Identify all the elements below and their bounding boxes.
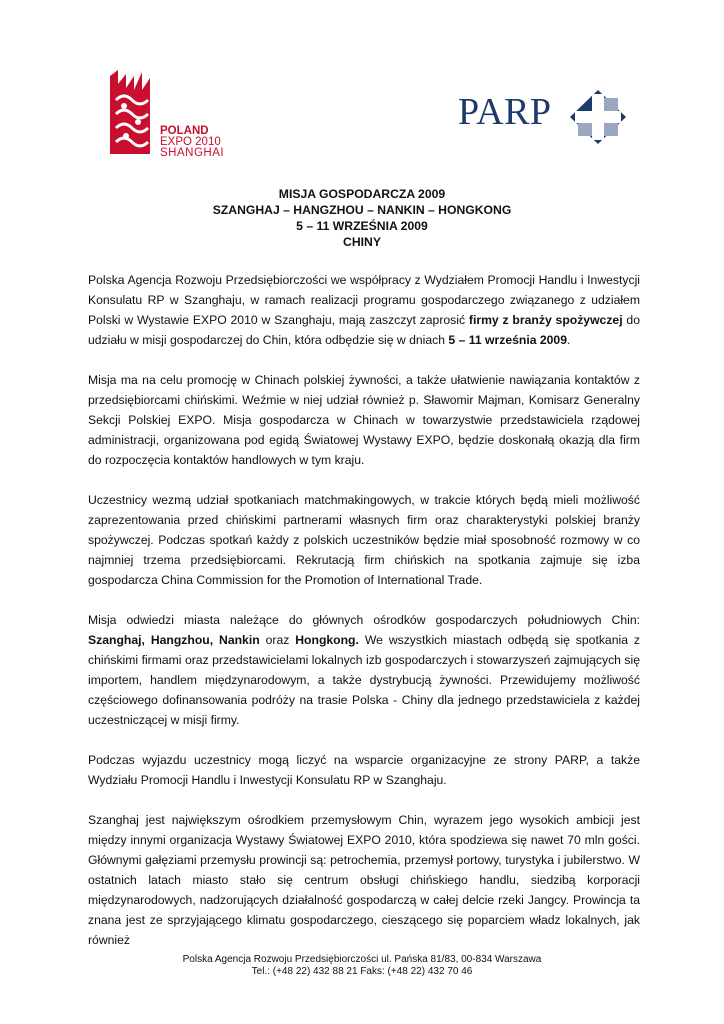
title-line-2: SZANGHAJ – HANGZHOU – NANKIN – HONGKONG (212, 203, 512, 217)
parp-mark-icon (568, 88, 628, 146)
expo-logo-line1: POLAND (160, 125, 209, 137)
p4-text-e: We wszystkich miastach odbędą się spotkania z chińskimi firmami oraz przedstawicielami lokalnych izb gospodarczych i stowarzyszeń zajmujących się importem, handlem międzynarodowym, a także dystrybucją żywności. Przewidujemy możliwość częściowego dofinansowania podróży na trasie Polska - Chiny dla jednego przedstawiciela z każdej uczestniczącej w misji firmy. (88, 633, 640, 727)
expo-emblem-icon (104, 66, 156, 158)
p1-bold-dates: 5 – 11 września 2009 (448, 333, 567, 347)
p4-bold-cities: Szanghaj, Hangzhou, Nankin (88, 633, 260, 647)
page-footer (0, 954, 724, 978)
p4-text-c: oraz (259, 633, 296, 647)
p4-bold-hongkong: Hongkong. (295, 633, 359, 647)
expo-2010-logo (104, 66, 244, 166)
title-line-3: 5 – 11 WRZEŚNIA 2009 (296, 219, 428, 233)
p4-text-a: Misja odwiedzi miasta należące do głównych ośrodków gospodarczych południowych Chin: (88, 613, 640, 627)
paragraph-5: Podczas wyjazdu uczestnicy mogą liczyć na wsparcie organizacyjne ze strony PARP, a także Wydziału Promocji Handlu i Inwestycji Konsulatu RP w Szanghaju. (88, 753, 640, 787)
parp-logo-text: PARP (458, 91, 552, 133)
title-line-4: CHINY (343, 235, 381, 249)
title-line-1: MISJA GOSPODARCZA 2009 (278, 187, 446, 201)
expo-logo-line2: EXPO 2010 (160, 136, 221, 148)
p1-text-e: . (566, 333, 571, 347)
paragraph-4 (88, 610, 640, 730)
parp-logo (458, 88, 638, 148)
footer-contact: Tel.: (+48 22) 432 88 21 Faks: (+48 22) 432 70 46 (251, 966, 473, 977)
paragraph-6: Szanghaj jest największym ośrodkiem przemysłowym Chin, wyrazem jego wysokich ambicji jest między innymi organizacja Wystawy Światowej EXPO 2010, która spodziewa się nawet 70 mln gości. Głównymi gałęziami przemysłu prowincji są: petrochemia, przemysł portowy, turystyka i jubilerstwo. W ostatnich latach miasto stało się centrum obsługi chińskiego handlu, siedzibą korporacji międzynarodowych, nadzorujących działalność gospodarczą w całej delcie rzeki Jangcy. Prowincja ta znana jest ze sprzyjającego klimatu gospodarczego, cieszącego się poparciem władz lokalnych, jak również (88, 813, 640, 947)
expo-logo-line3: SHANGHAI (160, 147, 225, 159)
document-body (88, 270, 640, 970)
footer-address: Polska Agencja Rozwoju Przedsiębiorczości ul. Pańska 81/83, 00-834 Warszawa (182, 954, 542, 965)
paragraph-1 (88, 270, 640, 350)
document-title (0, 186, 724, 250)
p1-text-a: Polska Agencja Rozwoju Przedsiębiorczości we współpracy z Wydziałem Promocji Handlu i Inwestycji Konsulatu RP w Szanghaju, w ramach realizacji programu gospodarczego związanego z udziałem Polski w Wystawie EXPO 2010 w Szanghaju, mają zaszczyt zaprosić (88, 273, 640, 327)
paragraph-2: Misja ma na celu promocję w Chinach polskiej żywności, a także ułatwienie nawiązania kontaktów z przedsiębiorcami chińskimi. Weźmie w niej udział również p. Sławomir Majman, Komisarz Generalny Sekcji Polskiej EXPO. Misja gospodarcza w Chinach w towarzystwie przedstawiciela rządowej administracji, organizowana pod egidą Światowej Wystawy EXPO, będzie doskonałą okazją dla firm do rozpoczęcia kontaktów handlowych w tym kraju. (88, 373, 640, 467)
paragraph-3: Uczestnicy wezmą udział spotkaniach matchmakingowych, w trakcie których będą mieli możliwość zaprezentowania przed chińskimi partnerami własnych firm oraz charakterystyki polskiej branży spożywczej. Podczas spotkań każdy z polskich uczestników będzie miał sposobność rozmowy w co najmniej trzema przedsiębiorcami. Rekrutacją firm chińskich na spotkania zajmuje się izba gospodarcza China Commission for the Promotion of International Trade. (88, 493, 640, 587)
expo-logo-text (160, 126, 224, 159)
p1-bold-industry: firmy z branży spożywczej (468, 313, 623, 327)
p1-text-c: do udziału w misji gospodarczej do Chin, która odbędzie się w dniach (88, 313, 640, 347)
